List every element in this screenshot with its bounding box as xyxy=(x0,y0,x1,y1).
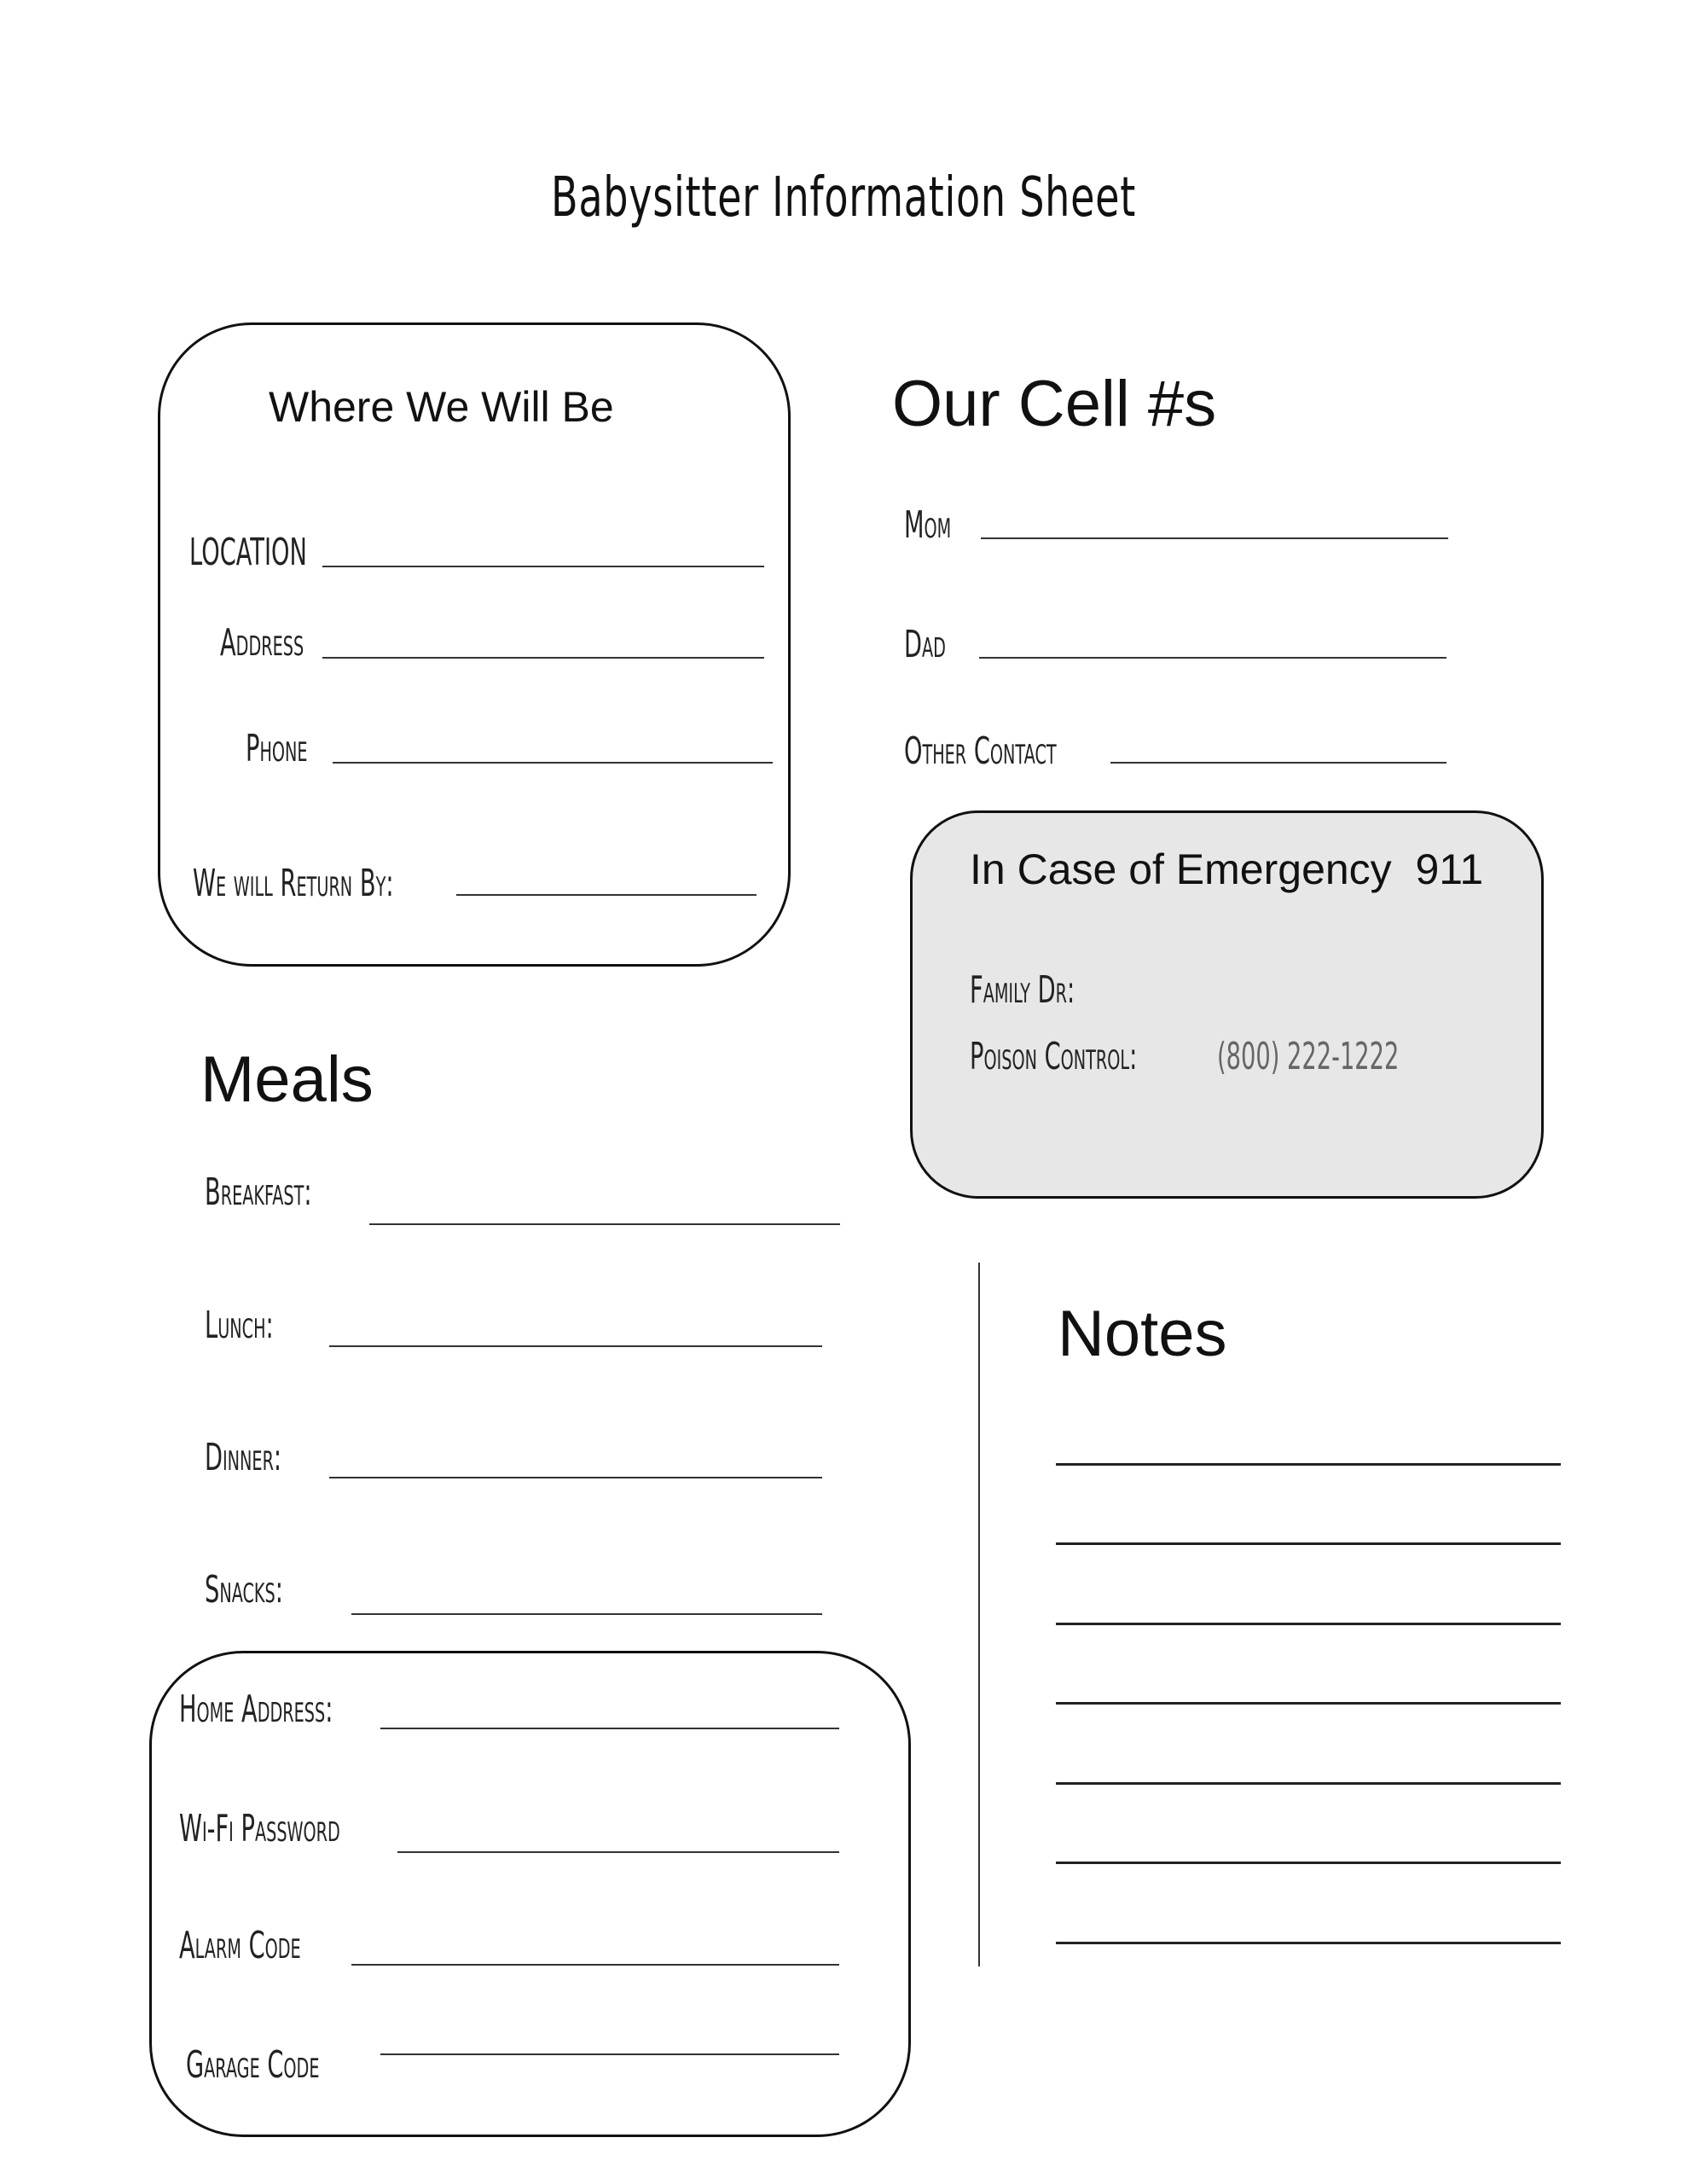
lunch-field[interactable] xyxy=(329,1345,822,1347)
location-field[interactable] xyxy=(322,566,764,567)
garage-code-field[interactable] xyxy=(380,2053,839,2055)
alarm-code-label: Alarm Code xyxy=(179,1924,301,1967)
home-address-field[interactable] xyxy=(380,1728,839,1729)
notes-line[interactable] xyxy=(1056,1862,1561,1864)
emergency-heading: In Case of Emergency 911 xyxy=(970,845,1484,893)
garage-code-label: Garage Code xyxy=(186,2043,320,2087)
address-label: Address xyxy=(220,621,304,665)
dad-field[interactable] xyxy=(979,657,1446,659)
notes-line[interactable] xyxy=(1056,1702,1561,1705)
family-doctor-label: Family Dr: xyxy=(970,968,1075,1012)
where-we-will-be-heading: Where We Will Be xyxy=(269,383,614,431)
notes-line[interactable] xyxy=(1056,1942,1561,1944)
address-field[interactable] xyxy=(322,657,764,659)
mom-label: Mom xyxy=(904,503,952,547)
breakfast-field[interactable] xyxy=(369,1223,840,1225)
notes-line[interactable] xyxy=(1056,1542,1561,1545)
home-address-label: Home Address: xyxy=(179,1687,333,1731)
dinner-field[interactable] xyxy=(329,1477,822,1478)
snacks-field[interactable] xyxy=(351,1613,822,1615)
other-contact-label: Other Contact xyxy=(904,729,1057,773)
notes-line[interactable] xyxy=(1056,1463,1561,1466)
dinner-label: Dinner: xyxy=(205,1436,282,1479)
dad-label: Dad xyxy=(904,623,946,666)
alarm-code-field[interactable] xyxy=(351,1964,839,1966)
notes-line[interactable] xyxy=(1056,1782,1561,1785)
wifi-password-label: Wi-Fi Password xyxy=(179,1807,340,1850)
breakfast-label: Breakfast: xyxy=(205,1170,312,1214)
poison-control-number: (800) 222-1222 xyxy=(1217,1035,1400,1078)
location-label: LOCATION xyxy=(189,531,307,574)
return-by-field[interactable] xyxy=(456,894,757,896)
notes-heading: Notes xyxy=(1058,1298,1227,1370)
notes-divider xyxy=(978,1263,980,1966)
wifi-password-field[interactable] xyxy=(397,1851,839,1853)
page-title: Babysitter Information Sheet xyxy=(550,166,1137,229)
notes-line[interactable] xyxy=(1056,1623,1561,1625)
snacks-label: Snacks: xyxy=(205,1568,283,1612)
our-cell-heading: Our Cell #s xyxy=(892,368,1217,440)
meals-heading: Meals xyxy=(200,1043,374,1116)
other-contact-field[interactable] xyxy=(1110,762,1446,764)
return-by-label: We will Return By: xyxy=(193,862,394,905)
phone-field[interactable] xyxy=(333,762,773,764)
poison-control-label: Poison Control: xyxy=(970,1035,1138,1078)
mom-field[interactable] xyxy=(981,537,1448,539)
lunch-label: Lunch: xyxy=(205,1304,274,1347)
phone-label: Phone xyxy=(246,727,308,770)
